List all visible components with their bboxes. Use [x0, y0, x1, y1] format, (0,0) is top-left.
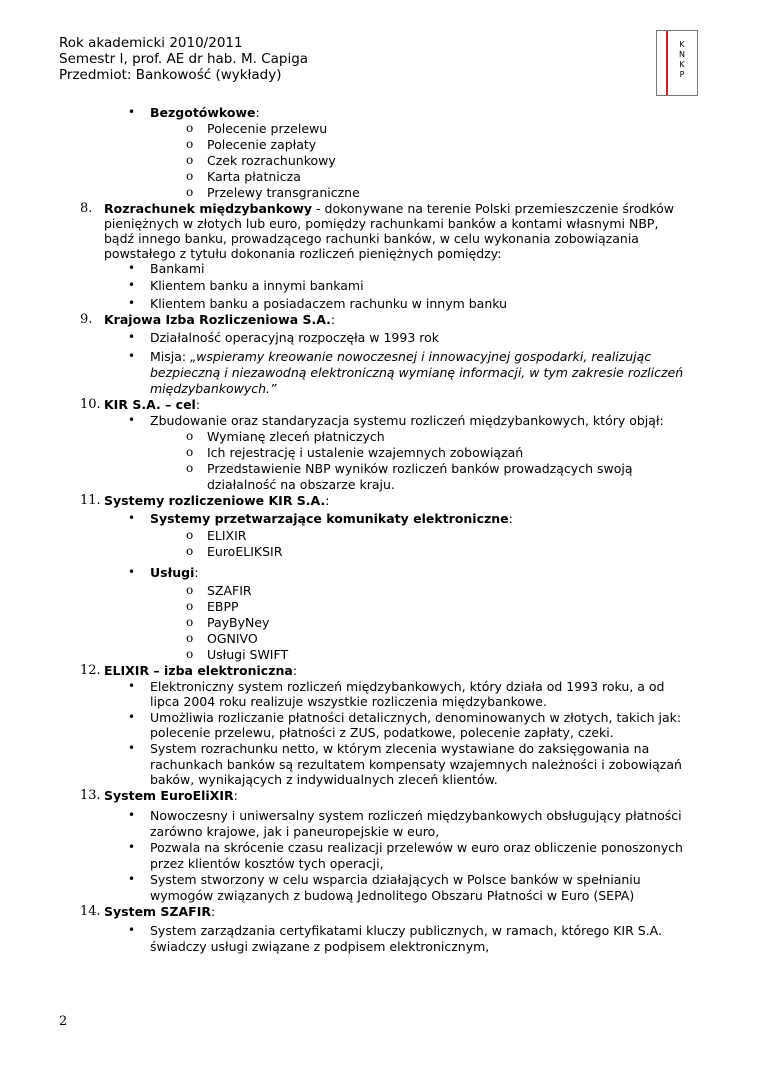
- bullet-circle-icon: o: [186, 461, 194, 475]
- list-item: [0, 349, 760, 365]
- heading-kir-cel: KIR S.A. – cel: [104, 397, 196, 412]
- sub-item-text: Wymianę zleceń płatniczych: [207, 429, 385, 444]
- bullet-disc-icon: •: [128, 808, 136, 822]
- colon: :: [292, 663, 298, 678]
- item-text: [150, 565, 199, 580]
- continuation-line: [0, 939, 760, 955]
- sub-list-item: [0, 429, 760, 445]
- heading-elixir: ELIXIR – izba elektroniczna: [104, 663, 293, 678]
- heading-systemy: Systemy rozliczeniowe KIR S.A.: [104, 493, 326, 508]
- sub-list-item: [0, 615, 760, 631]
- heading-rozrachunek: Rozrachunek międzybankowy: [104, 201, 313, 216]
- bullet-circle-icon: o: [186, 169, 194, 183]
- item-text: [104, 904, 215, 919]
- bullet-circle-icon: o: [186, 121, 194, 135]
- logo-letter: N: [679, 50, 685, 59]
- continuation-line: [0, 477, 760, 493]
- item-text: [150, 349, 651, 364]
- heading-kir: Krajowa Izba Rozliczeniowa S.A.: [104, 312, 331, 327]
- paragraph-line-row: [0, 231, 760, 246]
- item-text: [104, 201, 674, 216]
- misja-text: „wspieramy kreowanie nowoczesnej i innowacyjnej gospodarki, realizując: [190, 349, 652, 364]
- header-semester: Semestr I, prof. AE dr hab. M. Capiga: [59, 51, 309, 67]
- list-item: [0, 710, 760, 725]
- list-item: [0, 278, 760, 296]
- sub-list-item: [0, 544, 760, 562]
- bullet-circle-icon: o: [186, 185, 194, 199]
- item-number: 14.: [80, 904, 101, 919]
- bullet-circle-icon: o: [186, 153, 194, 167]
- bullet-disc-icon: •: [128, 840, 136, 854]
- numbered-item: [0, 788, 760, 805]
- numbered-item: [0, 904, 760, 921]
- knkp-logo: [656, 30, 698, 96]
- continuation-line: [0, 824, 760, 840]
- item-number: 8.: [80, 201, 93, 216]
- sub-list-item: [0, 528, 760, 544]
- bullet-disc-icon: •: [128, 679, 136, 693]
- bullet-circle-icon: o: [186, 615, 194, 629]
- continuation-line: [0, 381, 760, 397]
- numbered-item: [0, 397, 760, 413]
- paragraph-line: powstałego z tytułu dokonania rozliczeń pieniężnych pomiędzy:: [104, 246, 502, 261]
- item-text: lipca 2004 roku realizuje wszystkie rozliczenia międzybankowe.: [150, 694, 547, 709]
- item-number: 9.: [80, 312, 93, 327]
- bullet-disc-icon: •: [128, 278, 136, 292]
- sub-item-text: działalność na obszarze kraju.: [207, 477, 395, 492]
- list-item: [0, 921, 760, 939]
- continuation-line: [0, 365, 760, 381]
- bullet-circle-icon: o: [186, 429, 194, 443]
- item-number: 13.: [80, 788, 101, 803]
- sub-list-item: [0, 185, 760, 201]
- item-text: Klientem banku a innymi bankami: [150, 278, 364, 293]
- logo-letter: P: [679, 70, 685, 79]
- item-text: System stworzony w celu wsparcia działających w Polsce banków w spełnianiu: [150, 872, 641, 887]
- list-item: [0, 679, 760, 694]
- bullet-disc-icon: •: [128, 511, 136, 525]
- continuation-line: [0, 888, 760, 904]
- sub-item-text: Przelewy transgraniczne: [207, 185, 360, 200]
- sub-item-text: SZAFIR: [207, 583, 252, 598]
- bullet-disc-icon: •: [128, 330, 136, 344]
- item-number: 11.: [80, 493, 101, 508]
- paragraph-line: bądź innego banku, prowadzącego rachunki banków, w celu wykonania zobowiązania: [104, 231, 639, 246]
- item-text: System rozrachunku netto, w którym zlecenia wystawiane do zaksięgowania na: [150, 741, 650, 756]
- item-text: [104, 493, 329, 508]
- colon: :: [330, 312, 336, 327]
- list-item: [0, 330, 760, 349]
- sub-item-text: ELIXIR: [207, 528, 247, 543]
- misja-text: bezpieczną i niezawodną elektroniczną wymianę informacji, w tym zakresie rozliczeń: [150, 365, 684, 380]
- colon: :: [210, 904, 216, 919]
- sub-list-item: [0, 461, 760, 477]
- item-text: przez klientów kosztów tych operacji,: [150, 856, 384, 871]
- group-heading: Usługi: [150, 565, 195, 580]
- sub-list-item: [0, 583, 760, 599]
- list-item: [0, 741, 760, 757]
- continuation-line: [0, 772, 760, 788]
- logo-letters: [677, 40, 687, 80]
- bullet-circle-icon: o: [186, 137, 194, 151]
- item-text: [104, 312, 335, 327]
- item-text: Nowoczesny i uniwersalny system rozliczeń międzybankowych obsługujący płatności: [150, 808, 682, 823]
- item-number: 10.: [80, 397, 101, 412]
- list-item: [0, 562, 760, 583]
- item-text: [150, 105, 260, 120]
- colon: :: [325, 493, 330, 508]
- sub-list-item: [0, 137, 760, 153]
- sub-list-item: [0, 599, 760, 615]
- sub-list-item: [0, 153, 760, 169]
- paragraph-line: - dokonywane na terenie Polski przemieszczenie środków: [312, 201, 675, 216]
- sub-item-text: Ich rejestrację i ustalenie wzajemnych zobowiązań: [207, 445, 524, 460]
- item-text: [104, 397, 200, 412]
- colon: :: [255, 105, 260, 120]
- item-text: Umożliwia rozliczanie płatności detalicznych, denominowanych w złotych, takich jak:: [150, 710, 682, 725]
- paragraph-line: pieniężnych w złotych lub euro, pomiędzy rachunkami banków a kontami własnymi NBP,: [104, 216, 659, 231]
- document-body: [0, 105, 760, 955]
- item-text: zarówno krajowe, jak i paneuropejskie w euro,: [150, 824, 440, 839]
- item-text: polecenie przelewu, płatności z ZUS, podatkowe, polecenie zapłaty, czeki.: [150, 725, 614, 740]
- item-text: baków, wynikających z indywidualnych zleceń klientów.: [150, 772, 498, 787]
- sub-item-text: Karta płatnicza: [207, 169, 301, 184]
- sub-item-text: EBPP: [207, 599, 239, 614]
- sub-item-text: PayByNey: [207, 615, 270, 630]
- misja-text: międzybankowych.”: [150, 381, 277, 396]
- colon: :: [194, 565, 199, 580]
- numbered-item: [0, 201, 760, 216]
- bullet-disc-icon: •: [128, 872, 136, 886]
- sub-list-item: [0, 121, 760, 137]
- item-text: [104, 663, 297, 678]
- page-header: [59, 35, 308, 83]
- sub-list-item: [0, 631, 760, 647]
- numbered-item: [0, 312, 760, 330]
- heading-bezgotowkowe: Bezgotówkowe: [150, 105, 256, 120]
- logo-letter: K: [679, 40, 685, 49]
- item-text: [150, 511, 513, 526]
- item-text: Klientem banku a posiadaczem rachunku w innym banku: [150, 296, 508, 311]
- colon: :: [508, 511, 513, 526]
- sub-item-text: Polecenie zapłaty: [207, 137, 317, 152]
- heading-szafir: System SZAFIR: [104, 904, 211, 919]
- page-number: 2: [59, 1014, 68, 1029]
- sub-list-item: [0, 169, 760, 185]
- bullet-circle-icon: o: [186, 599, 194, 613]
- paragraph-line-row: [0, 216, 760, 231]
- heading-eueliksir: System EuroEliXIR: [104, 788, 234, 803]
- item-text: Zbudowanie oraz standaryzacja systemu rozliczeń międzybankowych, który objął:: [150, 413, 664, 428]
- paragraph-line-row: [0, 246, 760, 261]
- list-item: [0, 805, 760, 824]
- sub-item-text: OGNIVO: [207, 631, 258, 646]
- sub-item-text: Czek rozrachunkowy: [207, 153, 336, 168]
- bullet-disc-icon: •: [128, 413, 136, 427]
- sub-item-text: Polecenie przelewu: [207, 121, 328, 136]
- bullet-disc-icon: •: [128, 923, 136, 937]
- list-item: [0, 840, 760, 856]
- bullet-disc-icon: •: [128, 261, 136, 275]
- item-text: [104, 788, 238, 803]
- group-heading: Systemy przetwarzające komunikaty elektroniczne: [150, 511, 509, 526]
- numbered-item: [0, 663, 760, 679]
- sub-item-text: EuroELIKSIR: [207, 544, 283, 559]
- item-text: Działalność operacyjną rozpoczęła w 1993 rok: [150, 330, 440, 345]
- sub-list-item: [0, 647, 760, 663]
- item-text: Bankami: [150, 261, 205, 276]
- list-item: [0, 413, 760, 429]
- item-text: wymogów związanych z budową Jednolitego Obszaru Płatności w Euro (SEPA): [150, 888, 635, 903]
- continuation-line: [0, 757, 760, 772]
- sub-list-item: [0, 445, 760, 461]
- bullet-circle-icon: o: [186, 544, 194, 558]
- bullet-circle-icon: o: [186, 647, 194, 661]
- item-number: 12.: [80, 663, 101, 678]
- list-item: [0, 872, 760, 888]
- colon: :: [233, 788, 238, 803]
- item-text: Pozwala na skrócenie czasu realizacji przelewów w euro oraz obliczenie ponoszonych: [150, 840, 683, 855]
- bullet-disc-icon: •: [128, 105, 136, 119]
- bullet-circle-icon: o: [186, 528, 194, 542]
- bullet-circle-icon: o: [186, 631, 194, 645]
- list-item: [0, 511, 760, 528]
- logo-letter: K: [679, 60, 685, 69]
- item-text: System zarządzania certyfikatami kluczy publicznych, w ramach, którego KIR S.A.: [150, 923, 662, 938]
- continuation-line: [0, 694, 760, 710]
- bullet-disc-icon: •: [128, 565, 136, 579]
- sub-item-text: Przedstawienie NBP wyników rozliczeń banków prowadzących swoją: [207, 461, 633, 476]
- list-item: [0, 105, 760, 121]
- bullet-disc-icon: •: [128, 296, 136, 310]
- header-academic-year: Rok akademicki 2010/2011: [59, 35, 243, 51]
- bullet-disc-icon: •: [128, 349, 136, 363]
- continuation-line: [0, 856, 760, 872]
- bullet-disc-icon: •: [128, 710, 136, 724]
- item-text: świadczy usługi związane z podpisem elektronicznym,: [150, 939, 490, 954]
- bullet-disc-icon: •: [128, 741, 136, 755]
- logo-red-bar: [666, 31, 668, 95]
- item-text: rachunkach banków są rezultatem kompensaty wzajemnych należności i zobowiązań: [150, 757, 682, 772]
- list-item: [0, 296, 760, 312]
- colon: :: [195, 397, 201, 412]
- sub-item-text: Usługi SWIFT: [207, 647, 289, 662]
- continuation-line: [0, 725, 760, 741]
- item-text: Elektroniczny system rozliczeń międzybankowych, który działa od 1993 roku, a od: [150, 679, 665, 694]
- numbered-item: [0, 493, 760, 511]
- bullet-circle-icon: o: [186, 445, 194, 459]
- misja-label: Misja:: [150, 349, 191, 364]
- bullet-circle-icon: o: [186, 583, 194, 597]
- header-subject: Przedmiot: Bankowość (wykłady): [59, 67, 282, 83]
- list-item: [0, 261, 760, 278]
